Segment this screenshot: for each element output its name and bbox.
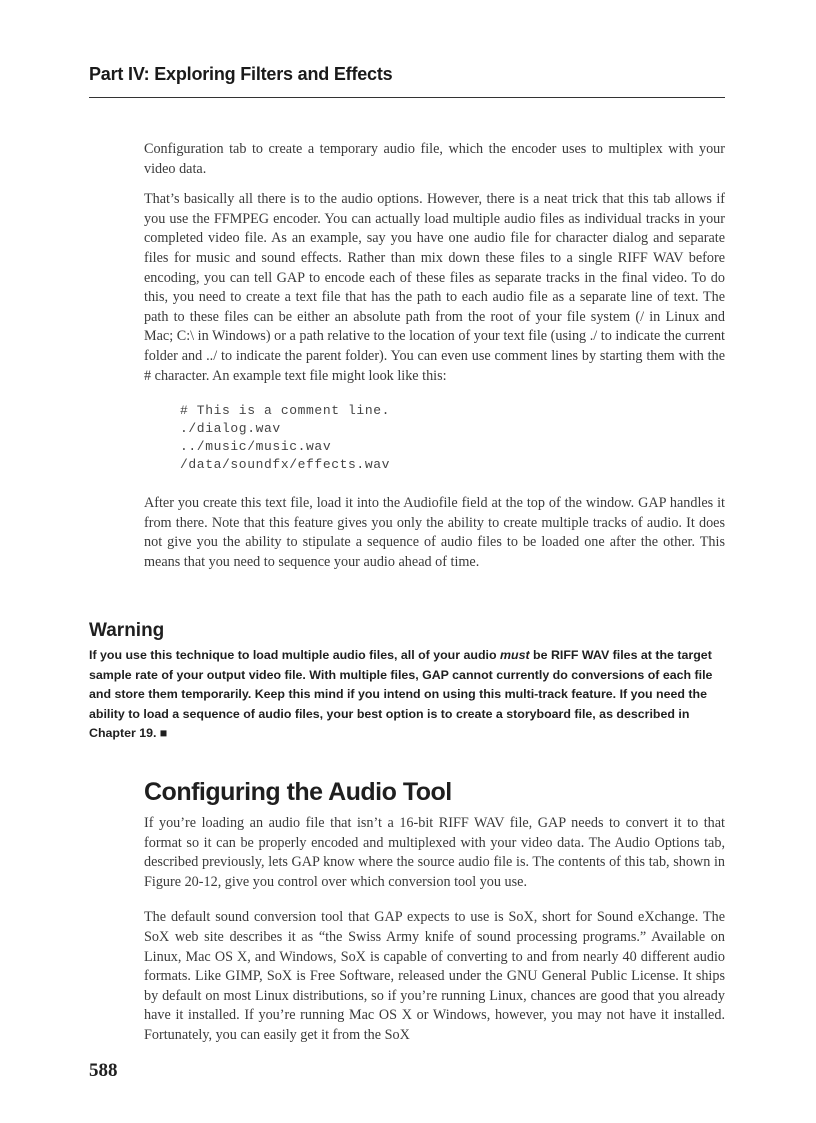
section-heading: Configuring the Audio Tool <box>144 778 452 806</box>
paragraph: The default sound conversion tool that GAP expects to use is SoX, short for Sound eXchange. The SoX web site describes it as “the Swiss Army knife of sound processing programs.” Available on Linux, Mac OS X, and Windows, SoX is capable of converting to and from nearly 40 different audio formats. Like GIMP, SoX is Free Software, released under the GNU General Public License. It ships by default on most Linux distributions, so if you’re running Linux, chances are good that you already have it installed. If you’re running Mac OS X or Windows, however, you may not have it installed. Fortunately, you can easily get it from the SoX <box>144 909 725 1043</box>
paragraph: After you create this text file, load it into the Audiofile field at the top of the window. GAP handles it from there. Note that this feature gives you only the ability to create multiple tracks of audio. It does not give you the ability to stipulate a sequence of audio files to be loaded one after the other. This means that you need to sequence your audio ahead of time. <box>144 495 725 570</box>
code-line: # This is a comment line. <box>180 403 391 419</box>
header-rule <box>89 97 725 98</box>
code-line: ../music/music.wav <box>180 439 332 455</box>
running-header: Part IV: Exploring Filters and Effects <box>89 64 393 84</box>
warning-emphasis: must <box>500 648 530 662</box>
paragraph: That’s basically all there is to the audio options. However, there is a neat trick that this tab allows if you use the FFMPEG encoder. You can actually load multiple audio files as individual tracks in your completed video file. As an example, say you have one audio file for character dialog and separate files for music and sound effects. Rather than mix down these files to a single RIFF WAV before encoding, you can tell GAP to encode each of these files as separate tracks in the final video. To do this, you need to create a text file that has the path to each audio file as a separate line of text. The path to these files can be either an absolute path from the root of your file system (/ in Linux and Mac; C:\ in Windows) or a path relative to the location of your text file (using ./ to indicate the current folder and ../ to indicate the parent folder). You can even use comment lines by starting them with the # character. An example text file might look like this: <box>144 191 725 384</box>
warning-text-part: be RIFF WAV files at the target sample rate of your output video file. With multiple files, GAP cannot currently do conversions of each file and store them temporarily. Keep this mind if you intend on using this multi-track feature. If you need the ability to load a sequence of audio files, your best option is to create a storyboard file, as described in Chapter 19. ■ <box>89 648 713 740</box>
code-line: ./dialog.wav <box>180 421 281 437</box>
warning-title: Warning <box>89 620 165 641</box>
upper-body <box>144 140 725 584</box>
warning-text <box>89 646 727 744</box>
page-number: 588 <box>89 1060 118 1081</box>
warning-text-part: If you use this technique to load multiple audio files, all of your audio <box>89 648 500 662</box>
code-line: /data/soundfx/effects.wav <box>180 457 391 473</box>
paragraph: If you’re loading an audio file that isn’t a 16-bit RIFF WAV file, GAP needs to convert it to that format so it can be properly encoded and multiplexed with your video data. The Audio Options tab, described previously, lets GAP know where the source audio file is. The contents of this tab, shown in Figure 20-12, give you control over which conversion tool you use. <box>144 815 725 890</box>
section-body <box>144 814 725 1057</box>
code-example <box>180 402 725 474</box>
paragraph: Configuration tab to create a temporary audio file, which the encoder uses to multiplex with your video data. <box>144 141 725 177</box>
